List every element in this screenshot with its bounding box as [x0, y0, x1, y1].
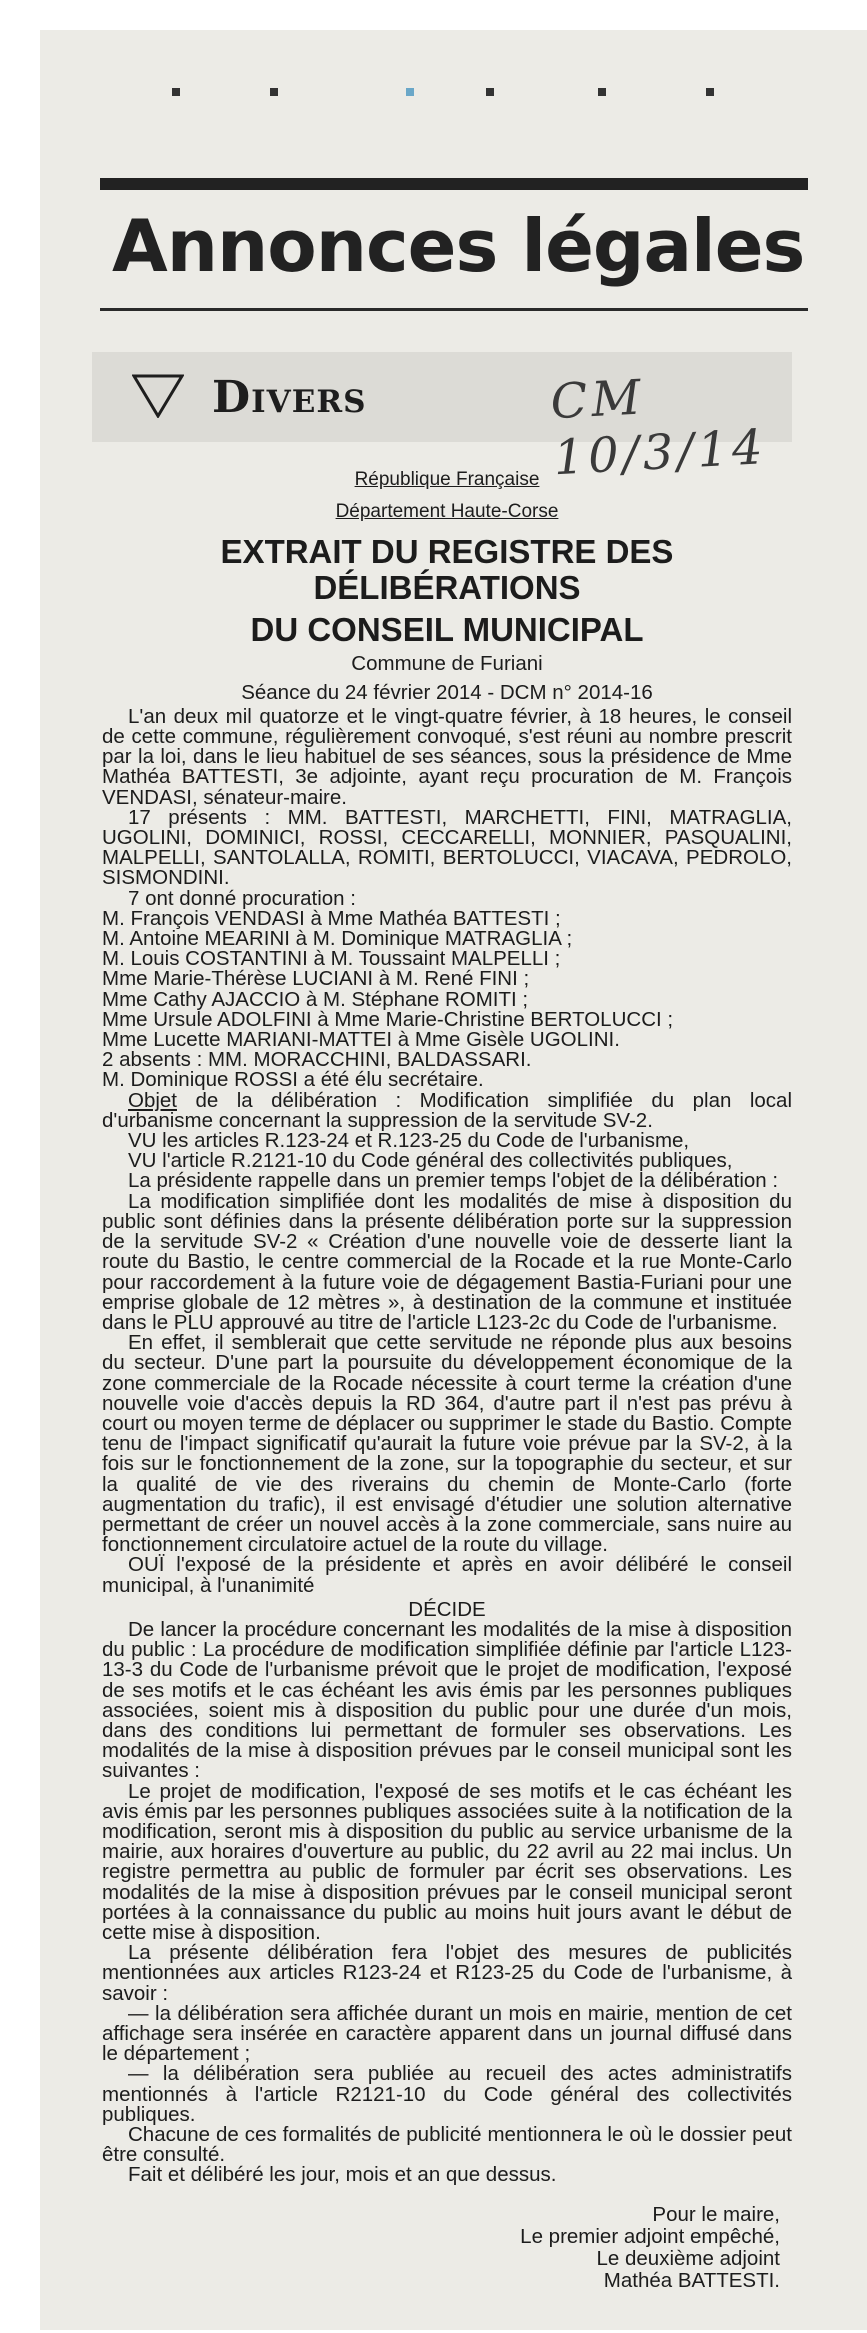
procuration-item: M. Antoine MEARINI à M. Dominique MATRAGLIA ; — [102, 927, 573, 951]
body-paragraph: La présidente rappelle dans un premier temps l'objet de la délibération : — [128, 1169, 779, 1193]
header-rule — [100, 178, 808, 190]
departement-line: Département Haute-Corse — [335, 501, 559, 523]
legal-notice — [102, 466, 792, 2292]
body-paragraph: La présente délibération fera l'objet des mesures de publicités mentionnées aux articles R123-24 et R123-25 du Code de l'urbanisme, à savoir : — [102, 1941, 792, 2005]
secretaire-line: M. Dominique ROSSI a été élu secrétaire. — [102, 1068, 484, 1092]
republique-line: République Française — [354, 469, 540, 490]
registration-dot — [172, 88, 180, 96]
registration-dot — [706, 88, 714, 96]
body-paragraph: Fait et délibéré les jour, mois et an que dessus. — [128, 2163, 557, 2187]
procuration-item: Mme Marie-Thérèse LUCIANI à M. René FINI ; — [102, 967, 530, 991]
presents-paragraph: 17 présents : MM. BATTESTI, MARCHETTI, FINI, MATRAGLIA, UGOLINI, DOMINICI, ROSSI, CECCARELLI, MONNIER, PASQUALINI, MALPELLI, SANTOLALLA, ROMITI, BERTOLUCCI, VIACAVA, PEDROLO, SISMONDINI. — [102, 805, 792, 890]
commune-line: Commune de Furiani — [351, 652, 543, 676]
procuration-header: 7 ont donné procuration : — [128, 886, 356, 910]
registration-dot — [270, 88, 278, 96]
section-header — [100, 190, 808, 311]
triangle-down-icon — [132, 374, 184, 418]
dash-item: — la délibération sera affichée durant un mois en mairie, mention de cet affichage sera insérée en caractère apparent dans un journal diffusé dans le département ; — [102, 2001, 792, 2066]
dash-item: — la délibération sera publiée au recueil des actes administratifs mentionnés à l'article R2121-10 du Code général des collectivités publiques. — [102, 2062, 792, 2126]
notice-title-line2: DU CONSEIL MUNICIPAL — [250, 611, 644, 649]
body-paragraph: Chacune de ces formalités de publicité mentionnera le où le dossier peut être consulté. — [102, 2123, 792, 2167]
body-paragraph: En effet, il semblerait que cette servitude ne réponde plus aux besoins du secteur. D'une part la poursuite du développement économique de la zone commerciale de la Rocade nécessite à court terme la création d'une nouvelle voie d'accès depuis la RD 364, d'autre part il n'est pas prévu à court ou moyen terme de déplacer ou supprimer le stade du Bastio. Compte tenu de l'impact significatif qu'aurait la future voie prévue par la SV-2, à la fois sur le fonctionnement de la zone, sur la topographie du secteur, et sur la qualité de vie des riverains du chemin de Monte-Carlo (forte augmentation du trafic), il est envisagé d'étudier une solution alternative permettant de créer un nouvel accès à la zone commerciale, sans nuire au fonctionnement circulatoire actuel de la route du village. — [102, 1331, 792, 1557]
body-paragraph: De lancer la procédure concernant les modalités de la mise à disposition du public : La procédure de modification simplifiée définie par l'article L123-13-3 du Code de l'urbanisme prévoit que le projet de modification, l'exposé de ses motifs et le cas échéant les avis émis par les personnes publiques associées, soient mis à disposition du public pour une durée d'un mois, dans des conditions lui permettant de formuler ses observations. Les modalités de la mise à disposition prévues par le conseil municipal sont les suivantes : — [102, 1617, 792, 1783]
handwritten-note: CM 10/3/14 — [549, 369, 768, 487]
objet-paragraph: Objet de la délibération : Modification simplifiée du plan local d'urbanisme concernant la suppression de la servitude SV-2. — [102, 1088, 792, 1132]
seance-line: Séance du 24 février 2014 - DCM n° 2014-16 — [241, 680, 653, 704]
procuration-item: M. François VENDASI à Mme Mathéa BATTESTI ; — [102, 906, 561, 930]
vu-line: VU les articles R.123-24 et R.123-25 du Code de l'urbanisme, — [128, 1129, 690, 1153]
absents-line: 2 absents : MM. MORACCHINI, BALDASSARI. — [102, 1048, 532, 1072]
registration-dot — [406, 88, 414, 96]
decide-heading: DÉCIDE — [408, 1597, 486, 1621]
body-paragraph: Le projet de modification, l'exposé de ses motifs et le cas échéant les avis émis par les personnes publiques associées suite à la notification de la modification, seront mis à disposition du public au service urbanisme de la mairie, aux horaires d'ouverture au public, du 22 avril au 22 mai inclus. Un registre permettra au public de formuler par écrit ses observations. Les modalités de la mise à disposition prévues par le conseil municipal seront portées à la connaissance du public au moins huit jours avant le début de cette mise à disposition. — [102, 1779, 792, 1944]
procuration-item: M. Louis COSTANTINI à M. Toussaint MALPELLI ; — [102, 947, 561, 971]
registration-dot — [486, 88, 494, 96]
registration-dot — [598, 88, 606, 96]
procuration-item: Mme Lucette MARIANI-MATTEI à Mme Gisèle UGOLINI. — [102, 1028, 620, 1052]
vu-line: VU l'article R.2121-10 du Code général des collectivités publiques, — [128, 1149, 733, 1173]
color-registration-marks — [0, 88, 867, 98]
signature-block: Pour le maire, Le premier adjoint empêché, Le deuxième adjoint Mathéa BATTESTI. — [520, 2202, 780, 2292]
intro-paragraph: L'an deux mil quatorze et le vingt-quatre février, à 18 heures, le conseil de cette commune, régulièrement convoqué, s'est réuni au nombre prescrit par la loi, dans le lieu habituel de ses séances, sous la présidence de Mme Mathéa BATTESTI, 3e adjointe, ayant reçu procuration de M. François VENDASI, sénateur-maire. — [102, 704, 792, 809]
notice-title-line1: EXTRAIT DU REGISTRE DES DÉLIBÉRATIONS — [220, 533, 674, 607]
subsection-title: Divers — [212, 372, 367, 423]
procuration-item: Mme Ursule ADOLFINI à Mme Marie-Christine BERTOLUCCI ; — [102, 1007, 674, 1031]
body-paragraph: OUÏ l'exposé de la présidente et après en avoir délibéré le conseil municipal, à l'unanimité — [102, 1553, 792, 1597]
page-title: Annonces légales — [112, 204, 805, 288]
procuration-item: Mme Cathy AJACCIO à M. Stéphane ROMITI ; — [102, 987, 529, 1011]
body-paragraph: La modification simplifiée dont les modalités de mise à disposition du public sont définies dans la présente délibération porte sur la suppression de la servitude SV-2 « Création d'une nouvelle voie de desserte liant la route du Bastio, le centre commercial de la Rocade et la rue Monte-Carlo pour raccordement à la future voie de dégagement Bastia-Furiani pour une emprise globale de 12 mètres », à destination de la commune et instituée dans le PLU approuvé au titre de l'article L123-2c du Code de l'urbanisme. — [102, 1189, 792, 1334]
